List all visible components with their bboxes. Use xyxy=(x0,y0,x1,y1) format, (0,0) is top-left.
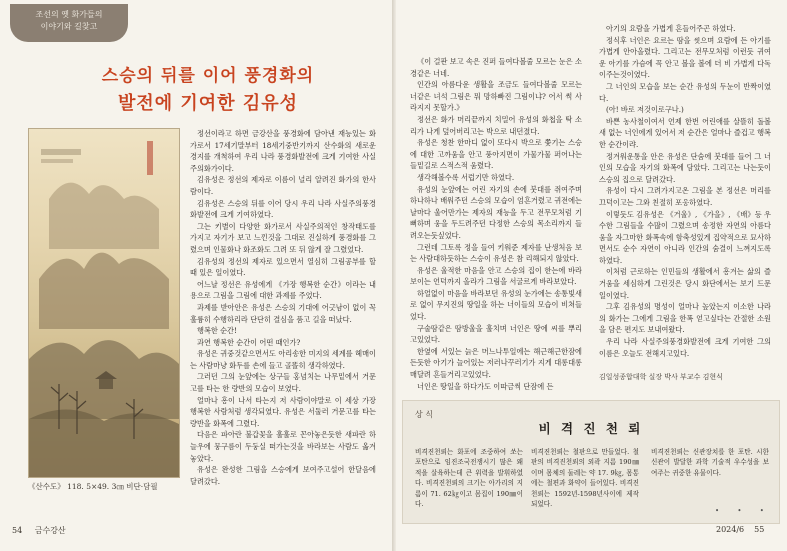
paragraph: 인간의 아름다운 생활을 조금도 들여다볼줄 모르는 너같은 녀석 그림은 뭐 망하빠진 그림이냐? 어서 썩 사라지지 못할가.》 xyxy=(410,80,582,113)
author-byline: 김일성종합대학 실장 박사 부교수 김현식 xyxy=(599,373,723,381)
paragraph: 그러던 그의 눈앞에는 상구들 홍넘치는 나무밑에서 거문고를 타는 한 량반의 모습이 보였다. xyxy=(190,372,376,394)
landscape-painting-image xyxy=(28,128,180,478)
paragraph: 과제를 받아안은 유성은 스승의 기대에 어긋남이 없이 꼭 훌륭히 수행하리라 단단히 결심을 품고 길을 떠났다. xyxy=(190,302,376,324)
paragraph: 다음은 파아란 불갑꽃을 훌훌로 꼰아놓은듯한 새파란 하늘우에 뭉구름이 두둥실 떠가는것을 바라보는 사람도 옮겨놓았다. xyxy=(190,430,376,463)
paragraph: 정선이라고 하면 금강산을 풍경화에 담아낸 재능있는 화가로서 17세기말부터 18세기중반기까지 산수화의 새로운 경지를 개척하여 우리 나라 풍경화발전에 크게 기여한 사실주의화가이다. xyxy=(190,129,376,173)
paragraph: 그후 김유성의 명성이 얼마나 높았는지 이소한 나라의 화가는 그에게 그림을 한폭 얻고싶다는 간절한 소원을 담은 편지도 보내여왔다. xyxy=(599,302,771,335)
paragraph: 정선은 화가 머리끝까지 치밀어 유성의 화첩을 탁 소리가 나게 덮어버리고는 박으로 내던졌다. xyxy=(410,114,582,136)
paragraph: 정겨워운통을 안은 유성은 단숨에 붓대를 들어 그 너인의 모습을 자기의 화폭에 담았다. 그리고는 나는듯이 스승의 집으로 달려갔다. xyxy=(599,151,771,184)
series-line-1: 조선의 옛 화가들의 xyxy=(35,10,103,19)
paragraph: 하얼없이 마음을 바라보던 유성의 눈가에는 송통빛새로 없이 무지진의 땅일을 하는 너이들의 모습이 비쳐들었다. xyxy=(410,288,582,322)
issue-date: 2024/6 xyxy=(716,525,745,534)
right-article-column-2 xyxy=(599,23,771,359)
left-page-number: 54 xyxy=(12,526,23,535)
paragraph: 너인은 땅일을 하다가도 이따금씩 단잠에 든 xyxy=(417,381,554,391)
paragraph: 《이 걸판 보고 속은 진퍼 들여다볼줄 모르는 눈은 소경같은 너네. xyxy=(410,57,582,78)
title-name: 김유성 xyxy=(242,93,299,114)
paragraph: 유성은 귀중것같으면서도 아리송한 미지의 세계를 헤매이는 사람마냥 화두를 손에 들고 골똘히 생각하였다. xyxy=(190,349,376,370)
paragraph: 얼마나 흥이 나서 타는지 저 사람이야말로 이 세상 가장 행복한 사람처럼 생각되였다. 유성은 서둘러 거문고를 타는 량반을 화폭에 그렸다. xyxy=(190,395,376,428)
sidebar-column-1: 비격진천뢰는 화포에 조중하여 쏘는 포탄으로 임진조국전쟁시기 많은 왜적을 살육하는데 큰 위력을 발휘하였다. 비격진천뢰의 크기는 아가리의 지름이 71. 62㎏이고 몸집이 190㎜이다. xyxy=(415,448,523,509)
paragraph: 김유성은 스승의 뒤를 이어 당시 우리 나라 사실주의풍경화발전에 크게 기여하였다. xyxy=(190,198,376,220)
paragraph: 정식후 너인은 요르는 땀을 씻으며 요람에 든 아기를 가볍게 안아올렸다. 그리고는 전무모처럼 이런듯 귀여운 아기를 가슴에 꼭 안고 볼을 볼에 더 비 가볍게 다독이주는것이였다. xyxy=(599,35,771,80)
paragraph: 그 너인의 모습을 보는 순간 유성의 두눈이 반짝이였다. xyxy=(599,81,771,103)
right-page-number: 55 xyxy=(754,525,765,534)
title-prefix: 발전에 기여한 xyxy=(117,93,243,114)
left-article-column xyxy=(190,128,376,487)
series-badge xyxy=(10,4,128,42)
paragraph: 김유성은 정선의 제자로 이름이 널리 알려진 화가의 한사람이다. xyxy=(190,175,376,196)
paragraph: 이렇듯도 김유성은 《거울》, 《가을》, 《배》등 우수한 그림들을 수많이 그렸으며 송정한 자연의 아름다움을 자그마한 화폭속에 함축성있게 집약적으로 묘사하면서도 순수 자연이 아니라 인간의 숨결이 느껴지도록 하였다. xyxy=(599,209,771,265)
paragraph: 유성은 청찬 한마디 없이 또다시 박으로 쫓기는 스승에 대한 고까움을 안고 풍아지면이 가물가물 퍼어나는 들밑길로 스적스적 움렸다. xyxy=(410,138,582,171)
paragraph: (아! 바로 저것이로구나.) xyxy=(606,105,684,115)
left-page xyxy=(0,0,392,551)
sidebar-label: 상 식 xyxy=(415,410,433,419)
paragraph: 유성은 완성한 그림을 스승에게 보여주고설어 한달음에 달려갔다. xyxy=(190,465,376,486)
right-article-column-1 xyxy=(410,56,582,392)
paragraph: 이처럼 근로하는 인민들의 생활에서 흥겨는 삶의 즐거움을 세심하게 그린것은 당시 화단에서는 보기 드문 일이였다. xyxy=(599,267,771,300)
paragraph: 그런데 그토록 정을 들여 키워준 제자를 난생처음 보는 사람대하듯하는 스승이 유성은 참 리해되지 않았다. xyxy=(410,242,582,264)
title-line-1: 스승의 뒤를 이어 풍경화의 xyxy=(101,66,315,86)
series-line-2: 이야기와 길찾고 xyxy=(40,22,98,31)
left-page-footer xyxy=(12,525,66,536)
sidebar-column-2: 비격진천뢰는 철판으로 만들었다. 철판의 비격진천뢰의 외곽 지름 190㎜이며 몸체의 둘레는 약 17. 9㎏, 몸통에는 철편과 화약이 들어있다. 비격진천뢰는 1592년-1598년사이에 제작되었다. xyxy=(531,448,639,509)
paragraph: 유성은 울적한 마음을 안고 스승의 집이 한는에 바라보이는 언덕까지 올라가 그림을 서굴르게 바라보았다. xyxy=(410,265,582,287)
article-title xyxy=(68,62,348,118)
sidebar-title: 비 격 진 천 뢰 xyxy=(538,421,644,436)
right-page-footer xyxy=(706,525,764,534)
painting-caption: 《산수도》 118. 5×49. 3㎝ 비단·담필 xyxy=(28,482,158,491)
paragraph: 유성의 눈앞에는 어린 자기의 손에 붓대를 쥐여주며 하나하나 배워주던 스승의 모습이 엄흔거렸고 귀전에는 날마다 울어만가는 제자의 재능을 두고 전무모처럼 기뻐하며 웅을 두드려주던 다정한 스승의 목소리까지 들려오는듯싶었다. xyxy=(410,184,582,240)
paragraph: 유성이 다시 그려가지고온 그림을 본 정선은 머리를 끄덕이고는 그와 친절히 포옹하였다. xyxy=(599,186,771,207)
magazine-name: 금수강산 xyxy=(34,526,66,535)
paragraph: 한옆에 서있는 늙은 머느나투일에는 해근해근한잠에 든듯한 아기가 늘어있는 저러나꾸러기가 지게 대롱대롱 매달려 흔들거리고있었다. xyxy=(410,346,582,380)
paragraph: 구술땀같은 땀방울을 훌치며 너인은 땅에 씨를 뿌리고있었다. xyxy=(410,323,582,345)
sidebar-end-dots: • • • xyxy=(715,507,772,515)
knowledge-sidebar-box xyxy=(402,400,780,524)
paragraph: 과연 행복한 순간이 어떤 때인가? xyxy=(197,337,301,347)
paragraph: 바쁜 농사철이여서 언제 한번 어린애를 살뜰히 돌볼새 없는 너인에게 있어서 저 순간은 얼마나 즐겁고 행복한 순간이랴. xyxy=(599,116,771,149)
paragraph: 그는 키별이 다양한 화가로서 사실주의적인 창작태도를 가지고 자기가 보고 느낀것을 그대로 진실하게 풍경화를 그렸으며 인물화나 화조화도 그려 또 뒤 않게 잘 그렸었다. xyxy=(190,221,376,254)
paragraph: 아기의 요람을 가볍게 흔들어주곤 하였다. xyxy=(606,24,736,33)
sidebar-column-3: 비격진천뢰는 신관장치를 한 포탄. 시한신관이 발달한 과학 기술적 우수성을 보여주는 귀중한 유물이다. xyxy=(651,448,769,477)
landscape-painting-drawing xyxy=(29,129,179,477)
title-line-2 xyxy=(68,90,348,118)
paragraph: 우리 나라 사실주의풍경화발전에 크게 기여한 그의 이름은 오늘도 전해지고있다. xyxy=(599,337,771,358)
paragraph: 생각해볼수록 서럽기만 하였다. xyxy=(417,172,515,182)
paragraph: 행복한 순간! xyxy=(197,326,237,336)
paragraph: 어느날 정선은 유성에게 《가장 행복한 순간》이라는 내용으로 그림을 그림에 대한 과제를 주었다. xyxy=(190,279,376,301)
paragraph: 김유성의 정선의 제자로 있으면서 열심히 그림공부를 할 때 있은 일이였다. xyxy=(190,256,376,278)
